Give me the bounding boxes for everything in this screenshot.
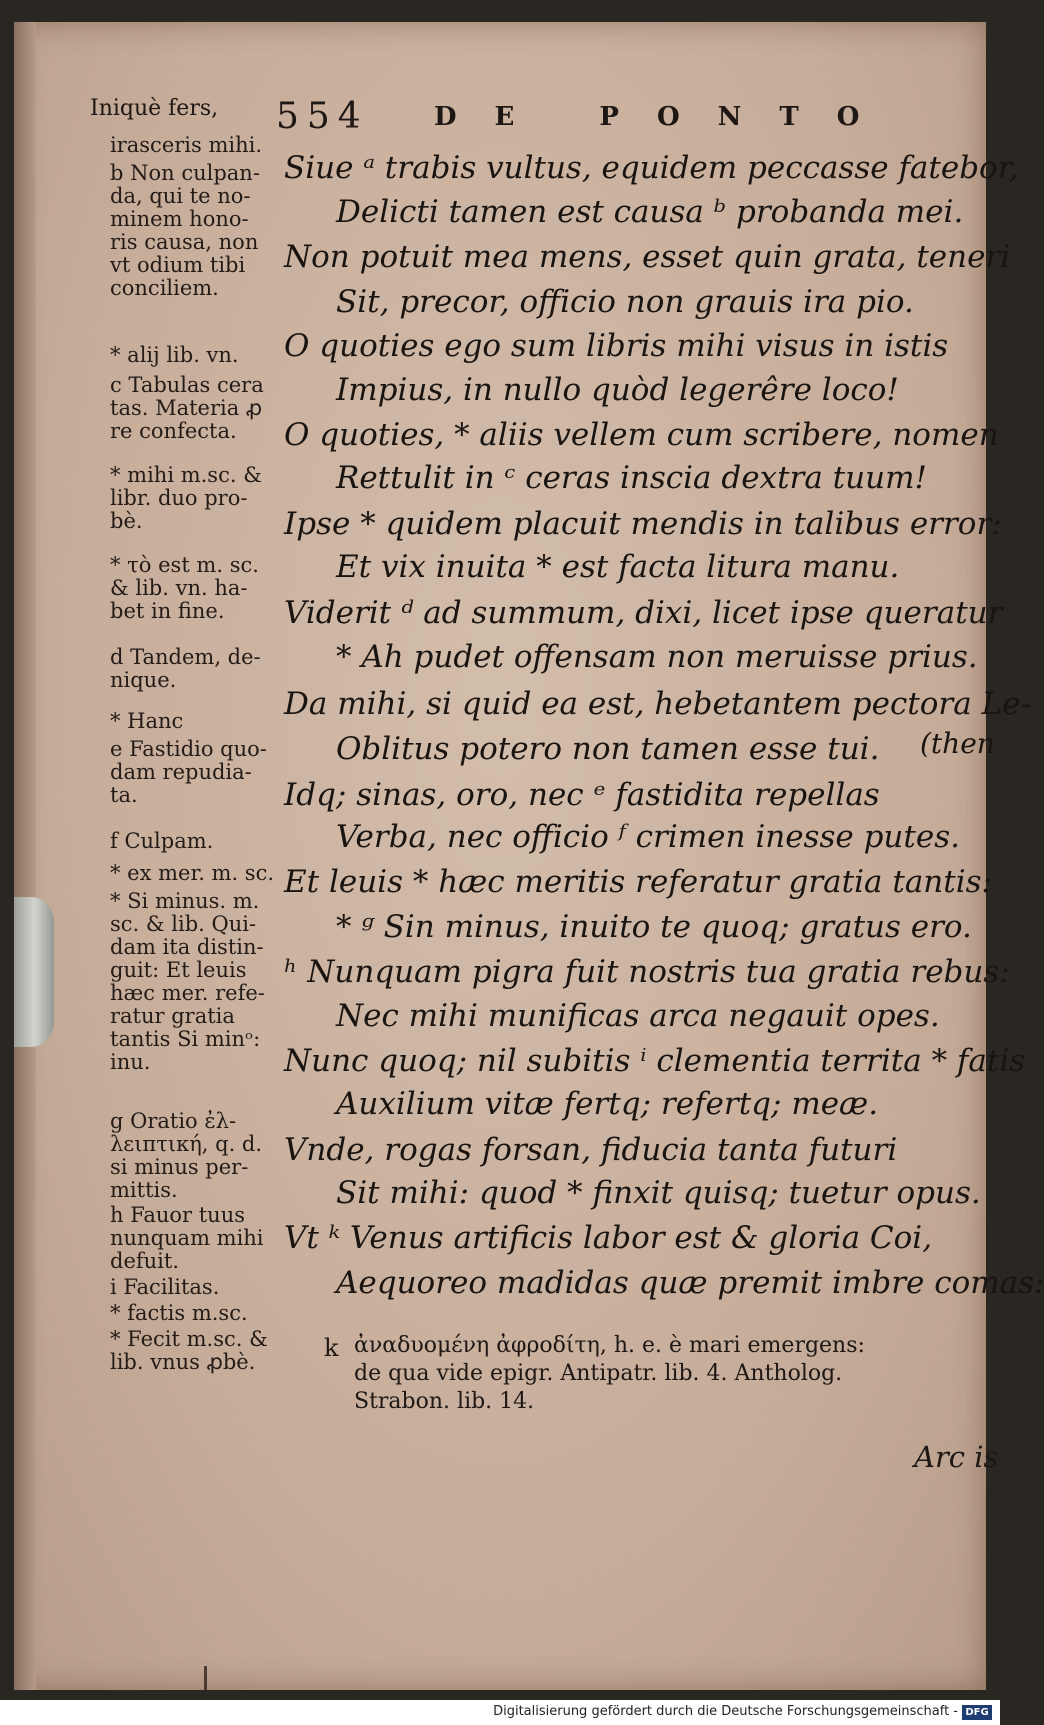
margin-note: * τὸ est m. sc. & lib. vn. ha- bet in fine. (110, 553, 259, 623)
verse-line: Siue ᵃ trabis vultus, equidem peccasse fatebor, (284, 150, 1019, 186)
verse-line: Verba, nec officio ᶠ crimen inesse putes. (336, 819, 960, 855)
margin-note: * ex mer. m. sc. (110, 861, 275, 885)
verse-line: Et leuis * hæc meritis referatur gratia tantis: (284, 864, 992, 900)
margin-note: * Hanc (110, 709, 184, 733)
book-page (14, 22, 1044, 1690)
margin-note: * mihi m.sc. & libr. duo pro- bè. (110, 463, 262, 533)
credit-bar (0, 1700, 1000, 1725)
verse-line: Non potuit mea mens, esset quin grata, teneri (284, 239, 1011, 275)
margin-note: * Si minus. m. sc. & lib. Qui- dam ita distin- guit: Et leuis hæc mer. refe- ratur gratia tantis Si minᵒ: inu. (110, 889, 265, 1074)
verse-line: Vt ᵏ Venus artificis labor est & gloria Coi, (284, 1220, 933, 1256)
verse-line: Viderit ᵈ ad summum, dixi, licet ipse queratur (284, 595, 1003, 631)
margin-note: i Facilitas. (110, 1275, 220, 1299)
margin-note: e Fastidio quo- dam repudia- ta. (110, 737, 267, 807)
verse-line: Da mihi, si quid ea est, hebetantem pectora Le- (284, 686, 1031, 722)
margin-note: d Tandem, de- nique. (110, 645, 261, 692)
margin-note: b Non culpan- da, qui te no- minem hono- ris causa, non vt odium tibi conciliem. (110, 161, 260, 300)
margin-note: c Tabulas cera tas. Materia ꝓ re confecta. (110, 373, 264, 443)
verse-line: Impius, in nullo quòd legerêre loco! (336, 372, 899, 408)
turnover: (then (920, 727, 995, 760)
ink-mark (204, 1666, 207, 1690)
book-spine (14, 22, 36, 1690)
verse-line: Auxilium vitæ fertq; refertq; meæ. (336, 1086, 879, 1122)
verse-line: Oblitus potero non tamen esse tui. (336, 731, 880, 767)
margin-note: h Fauor tuus nunquam mihi defuit. (110, 1203, 264, 1273)
verse-line: Sit mihi: quod * finxit quisq; tuetur opus. (336, 1175, 981, 1211)
verse-line: Aequoreo madidas quæ premit imbre comas: (336, 1265, 1044, 1301)
page-clip (14, 897, 54, 1047)
margin-note: f Culpam. (110, 829, 214, 853)
verse-line: ʰ Nunquam pigra fuit nostris tua gratia rebus: (284, 954, 1010, 990)
margin-note: * alij lib. vn. (110, 343, 239, 367)
credit-text: Digitalisierung gefördert durch die Deutsche Forschungsgemeinschaft - (493, 1704, 958, 1719)
verse-line: Delicti tamen est causa ᵇ probanda mei. (336, 194, 964, 230)
footnote-text: ἀναδυομένη ἀφροδίτη, h. e. è mari emergens: de qua vide epigr. Antipatr. lib. 4. Antholog. Strabon. lib. 14. (354, 1333, 865, 1414)
verse-line: * Ah pudet offensam non meruisse prius. (336, 639, 978, 675)
catchword: Arc is (914, 1440, 999, 1474)
verse-line: Et vix inuita * est facta litura manu. (336, 549, 900, 585)
verse-line: Sit, precor, officio non grauis ira pio. (336, 284, 914, 320)
verse-line: O quoties ego sum libris mihi visus in istis (284, 328, 949, 364)
margin-note: * Fecit m.sc. & lib. vnus ꝓbè. (110, 1327, 268, 1374)
dfg-logo: DFG (962, 1705, 992, 1720)
verse-line: Rettulit in ᶜ ceras inscia dextra tuum! (336, 460, 927, 496)
verse-line: Nec mihi munificas arca negauit opes. (336, 998, 940, 1034)
margin-note: * factis m.sc. (110, 1301, 248, 1325)
verse-line: Nunc quoq; nil subitis ⁱ clementia territa * fatis (284, 1043, 1026, 1079)
running-head: DE PONTO (434, 102, 898, 132)
verse-line: Vnde, rogas forsan, fiducia tanta futuri (284, 1132, 898, 1168)
page-number: 554 (276, 96, 369, 137)
verse-line: Ipse * quidem placuit mendis in talibus error: (284, 506, 1002, 542)
verse-line: * ᵍ Sin minus, inuito te quoq; gratus ero. (336, 909, 972, 945)
footnote-marker: k (324, 1334, 339, 1362)
header-gloss: Iniquè fers, (90, 96, 219, 121)
verse-line: Idq; sinas, oro, nec ᵉ fastidita repellas (284, 777, 880, 813)
margin-note: irasceris mihi. (110, 133, 262, 157)
margin-note: g Oratio ἐλ- λειπτική, q. d. si minus per- mittis. (110, 1109, 263, 1202)
verse-line: O quoties, * aliis vellem cum scribere, nomen (284, 417, 999, 453)
